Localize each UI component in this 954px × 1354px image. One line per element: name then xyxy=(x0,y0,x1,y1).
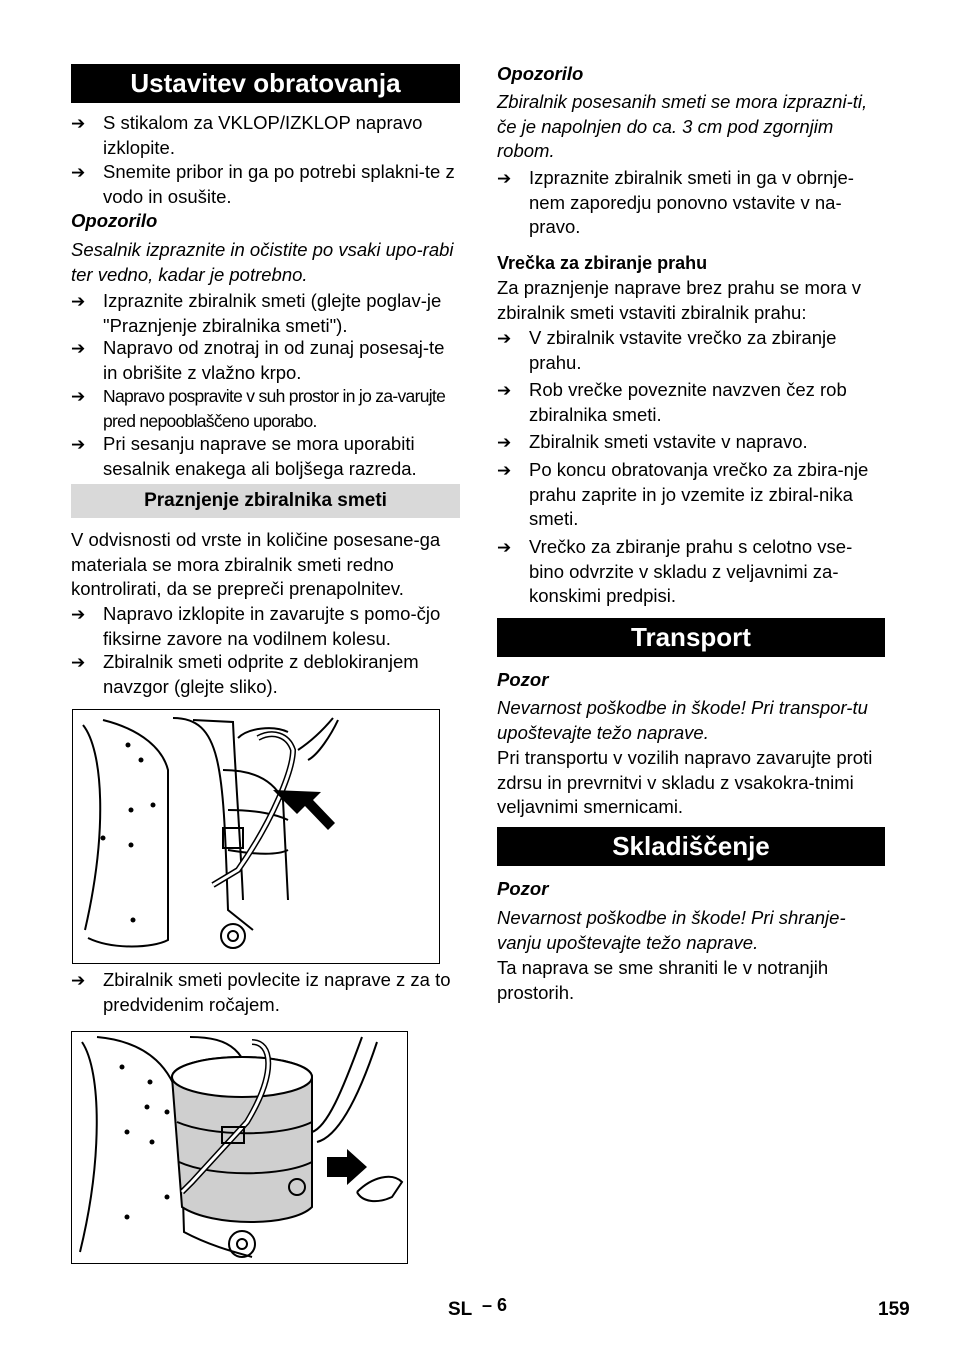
arrow-icon: ➔ xyxy=(497,381,512,400)
bullet-text: Po koncu obratovanja vrečko za zbira-nje prahu zaprite in jo vzemite iz zbiral-nika smeti. xyxy=(529,459,869,529)
arrow-icon: ➔ xyxy=(71,387,86,406)
bullet-text: Izpraznite zbiralnik smeti (glejte poglav-je "Praznjenje zbiralnika smeti"). xyxy=(103,290,442,336)
vacuum-pull-illustration xyxy=(72,1032,407,1263)
arrow-icon: ➔ xyxy=(71,971,86,990)
bullet-text: Vrečko za zbiranje prahu s celotno vse-bino odvrzite v skladu z veljavnimi za-konskimi predpisi. xyxy=(529,536,853,606)
bullet-text: S stikalom za VKLOP/IZKLOP napravo izklopite. xyxy=(103,112,423,158)
arrow-icon: ➔ xyxy=(497,461,512,480)
bullet-text: V zbiralnik vstavite vrečko za zbiranje prahu. xyxy=(529,327,837,373)
arrow-icon: ➔ xyxy=(497,433,512,452)
section-heading-storage: Skladiščenje xyxy=(497,827,885,866)
page-number: 159 xyxy=(878,1299,910,1320)
section-heading-shutdown: Ustavitev obratovanja xyxy=(71,64,460,103)
paragraph: Pri transportu v vozilih napravo zavarujte proti zdrsu in prevrnitvi v skladu z vsakokra-tnimi veljavnimi smernicami. xyxy=(497,747,873,817)
arrow-icon: ➔ xyxy=(71,605,86,624)
bullet-text: Zbiralnik smeti vstavite v napravo. xyxy=(529,431,808,452)
arrow-icon: ➔ xyxy=(497,169,512,188)
bullet-text: Zbiralnik smeti povlecite iz naprave z za to predvidenim ročajem. xyxy=(103,969,451,1015)
arrow-icon: ➔ xyxy=(71,163,86,182)
arrow-icon: ➔ xyxy=(71,653,86,672)
arrow-icon: ➔ xyxy=(497,329,512,348)
bullet-text: Zbiralnik smeti odprite z deblokiranjem navzgor (glejte sliko). xyxy=(103,651,419,697)
caution-text: Nevarnost poškodbe in škode! Pri transpor-tu upoštevajte težo naprave. xyxy=(497,697,868,743)
caution-text: Nevarnost poškodbe in škode! Pri shranje-vanju upoštevajte težo naprave. xyxy=(497,907,846,953)
bullet-text: Izpraznite zbiralnik smeti in ga v obrnje-nem zaporedju ponovno vstavite v na-pravo. xyxy=(529,167,854,237)
arrow-icon: ➔ xyxy=(71,114,86,133)
figure-pull-container xyxy=(71,1031,408,1264)
caution-label: Pozor xyxy=(497,878,549,899)
note-text: Sesalnik izpraznite in očistite po vsaki upo-rabi ter vedno, kadar je potrebno. xyxy=(71,239,454,285)
bullet-text: Napravo izklopite in zavarujte s pomo-čjo fiksirne zavore na vodilnem kolesu. xyxy=(103,603,441,649)
caution-label: Pozor xyxy=(497,669,549,690)
section-heading-transport: Transport xyxy=(497,618,885,657)
arrow-icon: ➔ xyxy=(71,292,86,311)
bullet-text: Napravo pospravite v suh prostor in jo za-varujte pred nepooblaščeno uporabo. xyxy=(103,386,446,431)
arrow-icon: ➔ xyxy=(497,538,512,557)
bullet-text: Napravo od znotraj in od zunaj posesaj-te in obrišite z vlažno krpo. xyxy=(103,337,445,383)
footer-section-page: – 6 xyxy=(482,1295,508,1315)
footer-language: SL xyxy=(448,1299,473,1320)
paragraph: Ta naprava se sme shraniti le v notranjih prostorih. xyxy=(497,957,829,1003)
subheading-dust-bag: Vrečka za zbiranje prahu xyxy=(497,253,708,273)
bullet-text: Snemite pribor in ga po potrebi splakni-te z vodo in osušite. xyxy=(103,161,455,207)
arrow-icon: ➔ xyxy=(71,435,86,454)
vacuum-unlock-illustration xyxy=(73,710,439,963)
subsection-heading-emptying: Praznjenje zbiralnika smeti xyxy=(71,484,460,518)
bullet-text: Rob vrečke poveznite navzven čez rob zbiralnika smeti. xyxy=(529,379,847,425)
arrow-icon: ➔ xyxy=(71,339,86,358)
paragraph: V odvisnosti od vrste in količine posesane-ga materiala se mora zbiralnik smeti redno kontrolirati, da se prepreči prenapolnitev. xyxy=(71,529,441,599)
figure-open-container xyxy=(72,709,440,964)
note-label: Opozorilo xyxy=(71,210,158,231)
note-label: Opozorilo xyxy=(497,63,584,84)
note-text: Zbiralnik posesanih smeti se mora izprazni-ti, če je napolnjen do ca. 3 cm pod zgornjim robom. xyxy=(497,91,868,161)
paragraph: Za praznjenje naprave brez prahu se mora v zbiralnik smeti vstaviti zbiralnik prahu: xyxy=(497,277,862,323)
bullet-text: Pri sesanju naprave se mora uporabiti sesalnik enakega ali boljšega razreda. xyxy=(103,433,417,479)
